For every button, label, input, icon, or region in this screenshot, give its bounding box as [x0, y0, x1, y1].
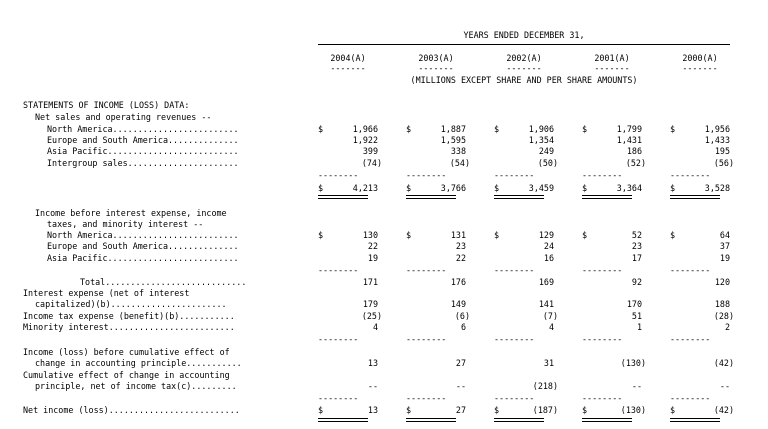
- table-cell: 1,433: [704, 135, 730, 145]
- subtotal-dashes: --------: [494, 265, 535, 275]
- dollar-sign: $: [494, 230, 500, 240]
- table-cell: (52): [625, 158, 646, 168]
- table-cell: 1: [636, 322, 642, 332]
- table-title: YEARS ENDED DECEMBER 31,: [463, 30, 585, 40]
- year-underline: -------: [506, 63, 542, 73]
- dollar-sign: $: [670, 405, 676, 415]
- year-header: 2001(A): [594, 53, 630, 63]
- table-cell: 130: [362, 230, 378, 240]
- row-label: Europe and South America..............: [47, 135, 239, 145]
- table-cell: --: [719, 381, 730, 391]
- table-cell: 3,364: [616, 183, 642, 193]
- table-cell: (56): [713, 158, 734, 168]
- table-cell: 1,431: [616, 135, 642, 145]
- dollar-sign: $: [494, 183, 500, 193]
- row-label: change in accounting principle...........: [35, 358, 242, 368]
- table-cell: --: [631, 381, 642, 391]
- double-rule: [406, 195, 456, 199]
- table-cell: 3,528: [704, 183, 730, 193]
- table-cell: 37: [719, 241, 730, 251]
- units-subtitle: (MILLIONS EXCEPT SHARE AND PER SHARE AMOUNTS): [410, 75, 638, 85]
- subtotal-dashes: --------: [494, 170, 535, 180]
- table-cell: 3,459: [528, 183, 554, 193]
- dollar-sign: $: [406, 405, 412, 415]
- year-header: 2004(A): [330, 53, 366, 63]
- row-label: North America.........................: [47, 230, 239, 240]
- row-label: Total............................: [80, 277, 247, 287]
- subtotal-dashes: --------: [582, 334, 623, 344]
- table-cell: 120: [714, 277, 730, 287]
- table-cell: (42): [713, 405, 734, 415]
- dollar-sign: $: [406, 230, 412, 240]
- dollar-sign: $: [582, 183, 588, 193]
- table-cell: (130): [620, 405, 646, 415]
- table-cell: 131: [450, 230, 466, 240]
- subtotal-dashes: --------: [670, 265, 711, 275]
- subtotal-dashes: --------: [670, 334, 711, 344]
- table-cell: 186: [626, 146, 642, 156]
- table-cell: (54): [449, 158, 470, 168]
- table-cell: 1,906: [528, 124, 554, 134]
- double-rule: [582, 195, 632, 199]
- subtotal-dashes: --------: [582, 170, 623, 180]
- subtotal-dashes: --------: [318, 265, 359, 275]
- table-cell: 16: [543, 253, 554, 263]
- table-cell: (42): [713, 358, 734, 368]
- dollar-sign: $: [670, 230, 676, 240]
- year-header: 2003(A): [418, 53, 454, 63]
- table-cell: 2: [724, 322, 730, 332]
- table-cell: 149: [450, 299, 466, 309]
- table-cell: (74): [361, 158, 382, 168]
- table-cell: 64: [719, 230, 730, 240]
- year-underline: -------: [330, 63, 366, 73]
- dollar-sign: $: [318, 124, 324, 134]
- dollar-sign: $: [582, 124, 588, 134]
- table-cell: 52: [631, 230, 642, 240]
- table-cell: 1,799: [616, 124, 642, 134]
- row-label: Europe and South America..............: [47, 241, 239, 251]
- table-cell: 195: [714, 146, 730, 156]
- table-cell: 23: [455, 241, 466, 251]
- subtotal-dashes: --------: [406, 170, 447, 180]
- table-cell: 22: [367, 241, 378, 251]
- table-cell: 176: [450, 277, 466, 287]
- table-cell: 22: [455, 253, 466, 263]
- table-cell: (218): [532, 381, 558, 391]
- subtotal-dashes: --------: [318, 334, 359, 344]
- dollar-sign: $: [670, 124, 676, 134]
- double-rule: [318, 195, 368, 199]
- table-cell: 19: [367, 253, 378, 263]
- row-label: taxes, and minority interest --: [47, 219, 204, 229]
- table-cell: 171: [362, 277, 378, 287]
- table-cell: 13: [367, 405, 378, 415]
- subtotal-dashes: --------: [670, 393, 711, 403]
- subtotal-dashes: --------: [582, 265, 623, 275]
- table-cell: 188: [714, 299, 730, 309]
- row-label: principle, net of income tax(c).........: [35, 381, 237, 391]
- double-rule: [670, 195, 720, 199]
- table-cell: 1,966: [352, 124, 378, 134]
- table-cell: 179: [362, 299, 378, 309]
- dollar-sign: $: [406, 124, 412, 134]
- table-cell: 399: [362, 146, 378, 156]
- double-rule: [494, 418, 544, 422]
- row-label: Asia Pacific..........................: [47, 253, 239, 263]
- table-cell: 338: [450, 146, 466, 156]
- row-label: Income (loss) before cumulative effect of: [23, 347, 230, 357]
- dollar-sign: $: [582, 230, 588, 240]
- double-rule: [582, 418, 632, 422]
- year-underline: -------: [682, 63, 718, 73]
- table-cell: (7): [542, 311, 558, 321]
- row-label: Net sales and operating revenues --: [35, 112, 212, 122]
- table-cell: 1,887: [440, 124, 466, 134]
- double-rule: [406, 418, 456, 422]
- table-cell: 1,922: [352, 135, 378, 145]
- table-cell: --: [455, 381, 466, 391]
- table-cell: 1,354: [528, 135, 554, 145]
- subtotal-dashes: --------: [318, 393, 359, 403]
- table-cell: 92: [631, 277, 642, 287]
- table-cell: 17: [631, 253, 642, 263]
- table-cell: 19: [719, 253, 730, 263]
- table-cell: 4,213: [352, 183, 378, 193]
- row-label: North America.........................: [47, 124, 239, 134]
- table-cell: 24: [543, 241, 554, 251]
- table-cell: 6: [460, 322, 466, 332]
- table-cell: 27: [455, 405, 466, 415]
- dollar-sign: $: [406, 183, 412, 193]
- table-cell: 4: [548, 322, 554, 332]
- table-cell: 31: [543, 358, 554, 368]
- subtotal-dashes: --------: [670, 170, 711, 180]
- dollar-sign: $: [494, 124, 500, 134]
- subtotal-dashes: --------: [406, 265, 447, 275]
- row-label: Interest expense (net of interest: [23, 288, 190, 298]
- double-rule: [494, 195, 544, 199]
- table-cell: 4: [372, 322, 378, 332]
- row-label: Intergroup sales......................: [47, 158, 239, 168]
- table-cell: 51: [631, 311, 642, 321]
- row-label: Minority interest.........................: [23, 322, 235, 332]
- table-cell: 13: [367, 358, 378, 368]
- table-cell: --: [367, 381, 378, 391]
- section-title: STATEMENTS OF INCOME (LOSS) DATA:: [23, 100, 190, 110]
- year-underline: -------: [418, 63, 454, 73]
- row-label: Cumulative effect of change in accounting: [23, 370, 230, 380]
- table-cell: 141: [538, 299, 554, 309]
- table-cell: 170: [626, 299, 642, 309]
- dollar-sign: $: [670, 183, 676, 193]
- dollar-sign: $: [494, 405, 500, 415]
- row-label: Income tax expense (benefit)(b)...........: [23, 311, 235, 321]
- table-cell: 129: [538, 230, 554, 240]
- dollar-sign: $: [318, 230, 324, 240]
- year-underline: -------: [594, 63, 630, 73]
- table-cell: (187): [532, 405, 558, 415]
- subtotal-dashes: --------: [494, 334, 535, 344]
- table-cell: 249: [538, 146, 554, 156]
- double-rule: [670, 418, 720, 422]
- table-cell: 1,956: [704, 124, 730, 134]
- table-cell: (130): [620, 358, 646, 368]
- subtotal-dashes: --------: [494, 393, 535, 403]
- subtotal-dashes: --------: [406, 334, 447, 344]
- table-cell: (6): [454, 311, 470, 321]
- table-cell: (50): [537, 158, 558, 168]
- table-cell: 3,766: [440, 183, 466, 193]
- dollar-sign: $: [318, 183, 324, 193]
- table-cell: (25): [361, 311, 382, 321]
- row-label: Net income (loss)..........................: [23, 405, 240, 415]
- year-header: 2002(A): [506, 53, 542, 63]
- subtotal-dashes: --------: [318, 170, 359, 180]
- double-rule: [318, 418, 368, 422]
- dollar-sign: $: [582, 405, 588, 415]
- subtotal-dashes: --------: [406, 393, 447, 403]
- table-cell: 169: [538, 277, 554, 287]
- row-label: Asia Pacific..........................: [47, 146, 239, 156]
- table-cell: 1,595: [440, 135, 466, 145]
- table-cell: (28): [713, 311, 734, 321]
- year-header: 2000(A): [682, 53, 718, 63]
- table-cell: 23: [631, 241, 642, 251]
- title-rule: [318, 44, 730, 45]
- row-label: Income before interest expense, income: [35, 208, 227, 218]
- table-cell: 27: [455, 358, 466, 368]
- row-label: capitalized)(b).......................: [35, 299, 227, 309]
- subtotal-dashes: --------: [582, 393, 623, 403]
- dollar-sign: $: [318, 405, 324, 415]
